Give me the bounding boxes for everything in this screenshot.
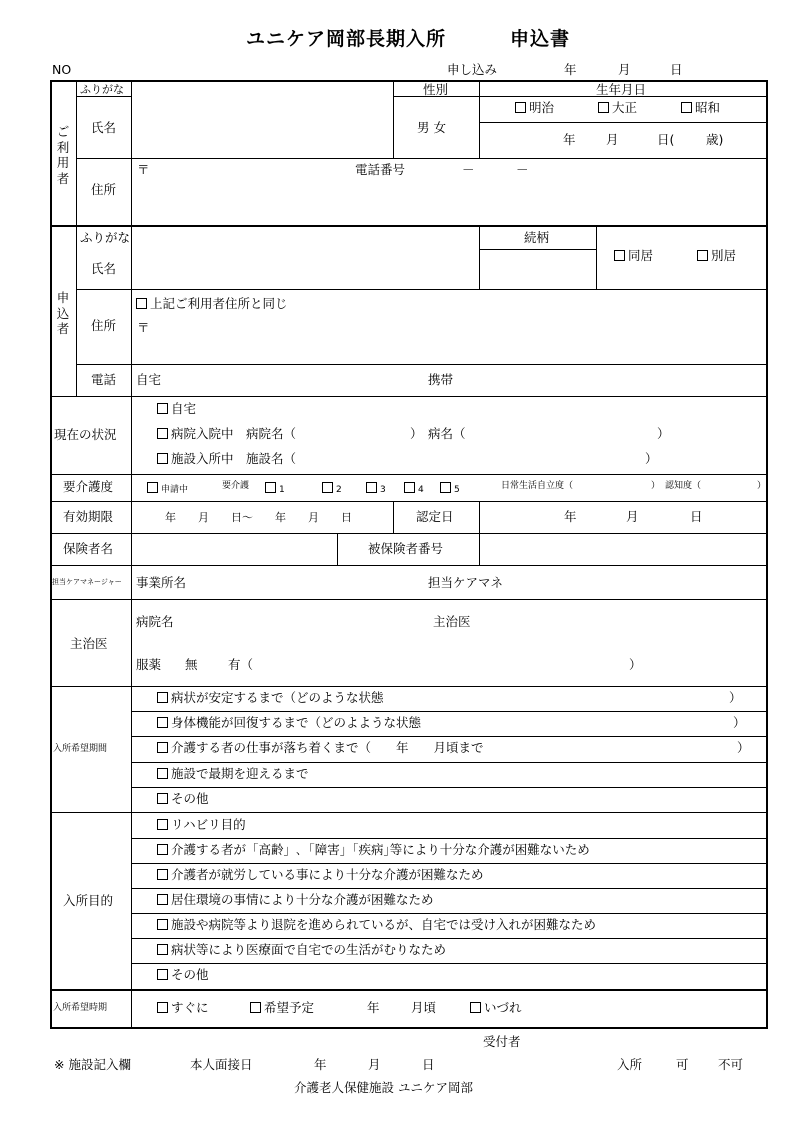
line bbox=[50, 989, 768, 991]
user-section-label: ご利用者 bbox=[56, 124, 70, 186]
checkbox-icon bbox=[157, 453, 168, 464]
applicant-furigana-label: ふりがな bbox=[80, 230, 131, 245]
interview-year: 年 bbox=[314, 1057, 327, 1072]
user-postal-mark: 〒 bbox=[137, 162, 150, 177]
birth-month-label: 月 bbox=[606, 132, 619, 147]
applicant-address-label: 住所 bbox=[91, 318, 117, 333]
table-right-border bbox=[766, 80, 768, 1028]
line bbox=[131, 736, 767, 737]
care-applying-option[interactable]: 申請中 bbox=[147, 482, 188, 495]
status-home-option[interactable]: 自宅 bbox=[157, 403, 196, 416]
cert-date-label: 認定日 bbox=[416, 509, 454, 524]
line bbox=[479, 80, 480, 158]
user-address-label: 住所 bbox=[91, 182, 117, 197]
facility-close-paren: ） bbox=[645, 451, 658, 466]
user-furigana-label: ふりがな bbox=[80, 83, 124, 96]
gender-label: 性別 bbox=[423, 82, 449, 97]
line bbox=[50, 812, 768, 813]
relation-label: 続柄 bbox=[524, 230, 550, 245]
admission-label: 入所 bbox=[617, 1057, 643, 1072]
checkbox-icon bbox=[157, 793, 168, 804]
birth-year-label: 年 bbox=[563, 132, 576, 147]
care-level-4-option[interactable]: 4 bbox=[404, 482, 424, 495]
line bbox=[131, 913, 767, 914]
checkbox-icon bbox=[598, 102, 609, 113]
time-option-asap[interactable]: すぐに bbox=[157, 1002, 209, 1015]
checkbox-icon bbox=[157, 919, 168, 930]
purpose-option-caregiver-working[interactable]: 介護者が就労している事により十分な介護が困難なため bbox=[157, 869, 484, 882]
checkbox-icon bbox=[157, 944, 168, 955]
line bbox=[50, 686, 768, 687]
daily-life-close: ） bbox=[651, 481, 661, 491]
disease-label: 病名（ bbox=[428, 426, 466, 441]
checkbox-icon bbox=[157, 869, 168, 880]
checkbox-icon bbox=[470, 1002, 481, 1013]
checkbox-icon bbox=[157, 844, 168, 855]
living-apart-option[interactable]: 別居 bbox=[697, 250, 736, 263]
current-status-label: 現在の状況 bbox=[54, 427, 117, 442]
medication-yes[interactable]: 有（ bbox=[228, 657, 254, 672]
insurer-label: 保険者名 bbox=[63, 541, 114, 556]
hospital-close-paren: ） bbox=[410, 426, 423, 441]
line bbox=[337, 533, 338, 565]
physician-label: 主治医 bbox=[70, 636, 108, 651]
medication-label: 服薬 bbox=[136, 657, 162, 672]
label-column-divider bbox=[131, 80, 132, 1028]
line bbox=[50, 501, 768, 502]
age-label: 歳) bbox=[706, 132, 724, 147]
line bbox=[50, 599, 768, 600]
insured-number-label: 被保険者番号 bbox=[368, 541, 444, 556]
line bbox=[76, 158, 767, 159]
line bbox=[393, 501, 394, 533]
disease-close-paren: ） bbox=[657, 426, 670, 441]
receiver-label: 受付者 bbox=[483, 1034, 521, 1049]
facility-name: 介護老人保健施設 ユニケア岡部 bbox=[294, 1080, 473, 1095]
birthdate-label: 生年月日 bbox=[596, 82, 647, 97]
cert-year: 年 bbox=[564, 509, 577, 524]
purpose-option-discharge[interactable]: 施設や病院等より退院を進められているが、自宅では受け入れが困難なため bbox=[157, 919, 596, 932]
checkbox-icon bbox=[157, 428, 168, 439]
table-left-border bbox=[50, 80, 52, 1028]
physician-doctor-label: 主治医 bbox=[433, 614, 471, 629]
care-level-5-option[interactable]: 5 bbox=[440, 482, 460, 495]
application-date-label: 申し込み bbox=[447, 62, 498, 77]
period-close-paren-1: ） bbox=[729, 690, 742, 705]
application-day: 日 bbox=[670, 62, 683, 77]
line bbox=[479, 501, 480, 565]
time-year-label: 年 bbox=[367, 1000, 380, 1015]
application-year: 年 bbox=[564, 62, 577, 77]
line bbox=[131, 863, 767, 864]
checkbox-icon bbox=[157, 894, 168, 905]
purpose-option-rehab[interactable]: リハビリ目的 bbox=[157, 819, 246, 832]
period-close-paren-3: ） bbox=[737, 740, 750, 755]
period-option-recovery[interactable]: 身体機能が回復するまで（どのよような状態 bbox=[157, 717, 421, 730]
line bbox=[76, 96, 132, 97]
checkbox-icon bbox=[157, 768, 168, 779]
care-level-prefix: 要介護 bbox=[222, 481, 250, 491]
care-level-1-option[interactable]: 1 bbox=[265, 482, 285, 495]
period-option-stable[interactable]: 病状が安定するまで（どのような状態 bbox=[157, 692, 384, 705]
line bbox=[479, 122, 767, 123]
desired-period-label: 入所希望期間 bbox=[53, 744, 108, 754]
form-name: 申込書 bbox=[510, 28, 571, 50]
desired-time-label: 入所希望時期 bbox=[53, 1003, 108, 1013]
care-manager-name-label: 担当ケアマネ bbox=[428, 575, 504, 590]
checkbox-icon bbox=[157, 692, 168, 703]
checkbox-icon bbox=[157, 717, 168, 728]
validity-label: 有効期限 bbox=[63, 509, 114, 524]
era-meiji-option[interactable]: 明治 bbox=[515, 102, 554, 115]
period-option-other[interactable]: その他 bbox=[157, 793, 209, 806]
admission-ng[interactable]: 不可 bbox=[718, 1057, 744, 1072]
purpose-option-medical[interactable]: 病状等により医療面で自宅での生活がむりなため bbox=[157, 944, 446, 957]
care-office-label: 事業所名 bbox=[136, 575, 187, 590]
daily-life-label: 日常生活自立度（ bbox=[501, 481, 574, 491]
line bbox=[131, 938, 767, 939]
phone-dash-1: － bbox=[462, 162, 475, 177]
birth-day-label: 日( bbox=[657, 132, 675, 147]
medication-none[interactable]: 無 bbox=[185, 657, 198, 672]
phone-dash-2: － bbox=[516, 162, 529, 177]
same-address-option[interactable]: 上記ご利用者住所と同じ bbox=[136, 298, 288, 311]
facility-note-label: ※ 施設記入欄 bbox=[54, 1057, 131, 1072]
table-bottom-border bbox=[50, 1027, 768, 1029]
period-option-end-of-life[interactable]: 施設で最期を迎えるまで bbox=[157, 768, 309, 781]
care-manager-label: 担当ケアマネージャー bbox=[52, 578, 122, 586]
line bbox=[131, 711, 767, 712]
line bbox=[50, 565, 768, 566]
checkbox-icon bbox=[157, 969, 168, 980]
section-label-divider bbox=[76, 80, 77, 396]
era-showa-option[interactable]: 昭和 bbox=[681, 102, 720, 115]
validity-period[interactable]: 年 月 日～ 年 月 日 bbox=[165, 511, 352, 524]
user-phone-label: 電話番号 bbox=[355, 162, 406, 177]
medication-close-paren: ） bbox=[629, 657, 642, 672]
cert-day: 日 bbox=[690, 509, 703, 524]
checkbox-icon bbox=[614, 250, 625, 261]
interview-day: 日 bbox=[422, 1057, 435, 1072]
table-top-border bbox=[50, 80, 768, 82]
form-title: ユニケア岡部長期入所 bbox=[246, 28, 447, 50]
line bbox=[50, 533, 768, 534]
checkbox-icon bbox=[136, 298, 147, 309]
line bbox=[131, 888, 767, 889]
checkbox-icon bbox=[147, 482, 158, 493]
mobile-phone-label: 携帯 bbox=[428, 372, 454, 387]
line bbox=[131, 762, 767, 763]
line bbox=[393, 80, 394, 158]
applicant-name-label: 氏名 bbox=[91, 261, 117, 276]
purpose-option-living-environment[interactable]: 居住環境の事情により十分な介護が困難なため bbox=[157, 894, 434, 907]
dementia-close: ） bbox=[757, 481, 767, 491]
time-option-someday[interactable]: いづれ bbox=[470, 1002, 522, 1015]
period-option-caregiver-work[interactable]: 介護する者の仕事が落ち着くまで（ 年 月頃まで bbox=[157, 742, 484, 755]
care-level-2-option[interactable]: 2 bbox=[322, 482, 342, 495]
era-taisho-option[interactable]: 大正 bbox=[598, 102, 637, 115]
checkbox-icon bbox=[322, 482, 333, 493]
line bbox=[479, 249, 597, 250]
dementia-label: 認知度（ bbox=[665, 481, 702, 491]
checkbox-icon bbox=[440, 482, 451, 493]
period-close-paren-2: ） bbox=[733, 715, 746, 730]
checkbox-icon bbox=[404, 482, 415, 493]
application-month: 月 bbox=[618, 62, 631, 77]
user-name-label: 氏名 bbox=[91, 120, 117, 135]
gender-options[interactable]: 男 女 bbox=[417, 120, 446, 135]
line bbox=[596, 225, 597, 289]
admission-ok[interactable]: 可 bbox=[676, 1057, 689, 1072]
applicant-phone-label: 電話 bbox=[91, 372, 117, 387]
line bbox=[50, 474, 768, 475]
line bbox=[479, 225, 480, 289]
no-label: NO bbox=[52, 62, 72, 77]
cert-month: 月 bbox=[626, 509, 639, 524]
checkbox-icon bbox=[157, 819, 168, 830]
care-level-label: 要介護度 bbox=[63, 479, 114, 494]
status-hospital-option[interactable]: 病院入院中 病院名（ bbox=[157, 428, 296, 441]
checkbox-icon bbox=[250, 1002, 261, 1013]
checkbox-icon bbox=[697, 250, 708, 261]
line bbox=[50, 225, 768, 227]
living-together-option[interactable]: 同居 bbox=[614, 250, 653, 263]
purpose-option-other[interactable]: その他 bbox=[157, 969, 209, 982]
line bbox=[76, 289, 767, 290]
time-month-label: 月頃 bbox=[411, 1000, 437, 1015]
line bbox=[76, 364, 767, 365]
interview-month: 月 bbox=[368, 1057, 381, 1072]
time-option-planned[interactable]: 希望予定 bbox=[250, 1002, 314, 1015]
line bbox=[131, 838, 767, 839]
line bbox=[50, 396, 768, 397]
line bbox=[393, 96, 767, 97]
applicant-postal-mark: 〒 bbox=[137, 320, 150, 335]
line bbox=[131, 787, 767, 788]
line bbox=[131, 963, 767, 964]
checkbox-icon bbox=[265, 482, 276, 493]
checkbox-icon bbox=[366, 482, 377, 493]
care-level-3-option[interactable]: 3 bbox=[366, 482, 386, 495]
checkbox-icon bbox=[157, 742, 168, 753]
checkbox-icon bbox=[515, 102, 526, 113]
home-phone-label: 自宅 bbox=[136, 372, 162, 387]
purpose-option-caregiver-condition[interactable]: 介護する者が「高齢」､「障害」｢疾病｣等により十分な介護が困難ないため bbox=[157, 844, 590, 857]
checkbox-icon bbox=[157, 1002, 168, 1013]
applicant-section-label: 申込者 bbox=[56, 290, 70, 337]
purpose-label: 入所目的 bbox=[63, 893, 114, 908]
status-facility-option[interactable]: 施設入所中 施設名（ bbox=[157, 453, 296, 466]
checkbox-icon bbox=[157, 403, 168, 414]
checkbox-icon bbox=[681, 102, 692, 113]
physician-hospital-label: 病院名 bbox=[136, 614, 174, 629]
interview-date-label: 本人面接日 bbox=[190, 1057, 253, 1072]
